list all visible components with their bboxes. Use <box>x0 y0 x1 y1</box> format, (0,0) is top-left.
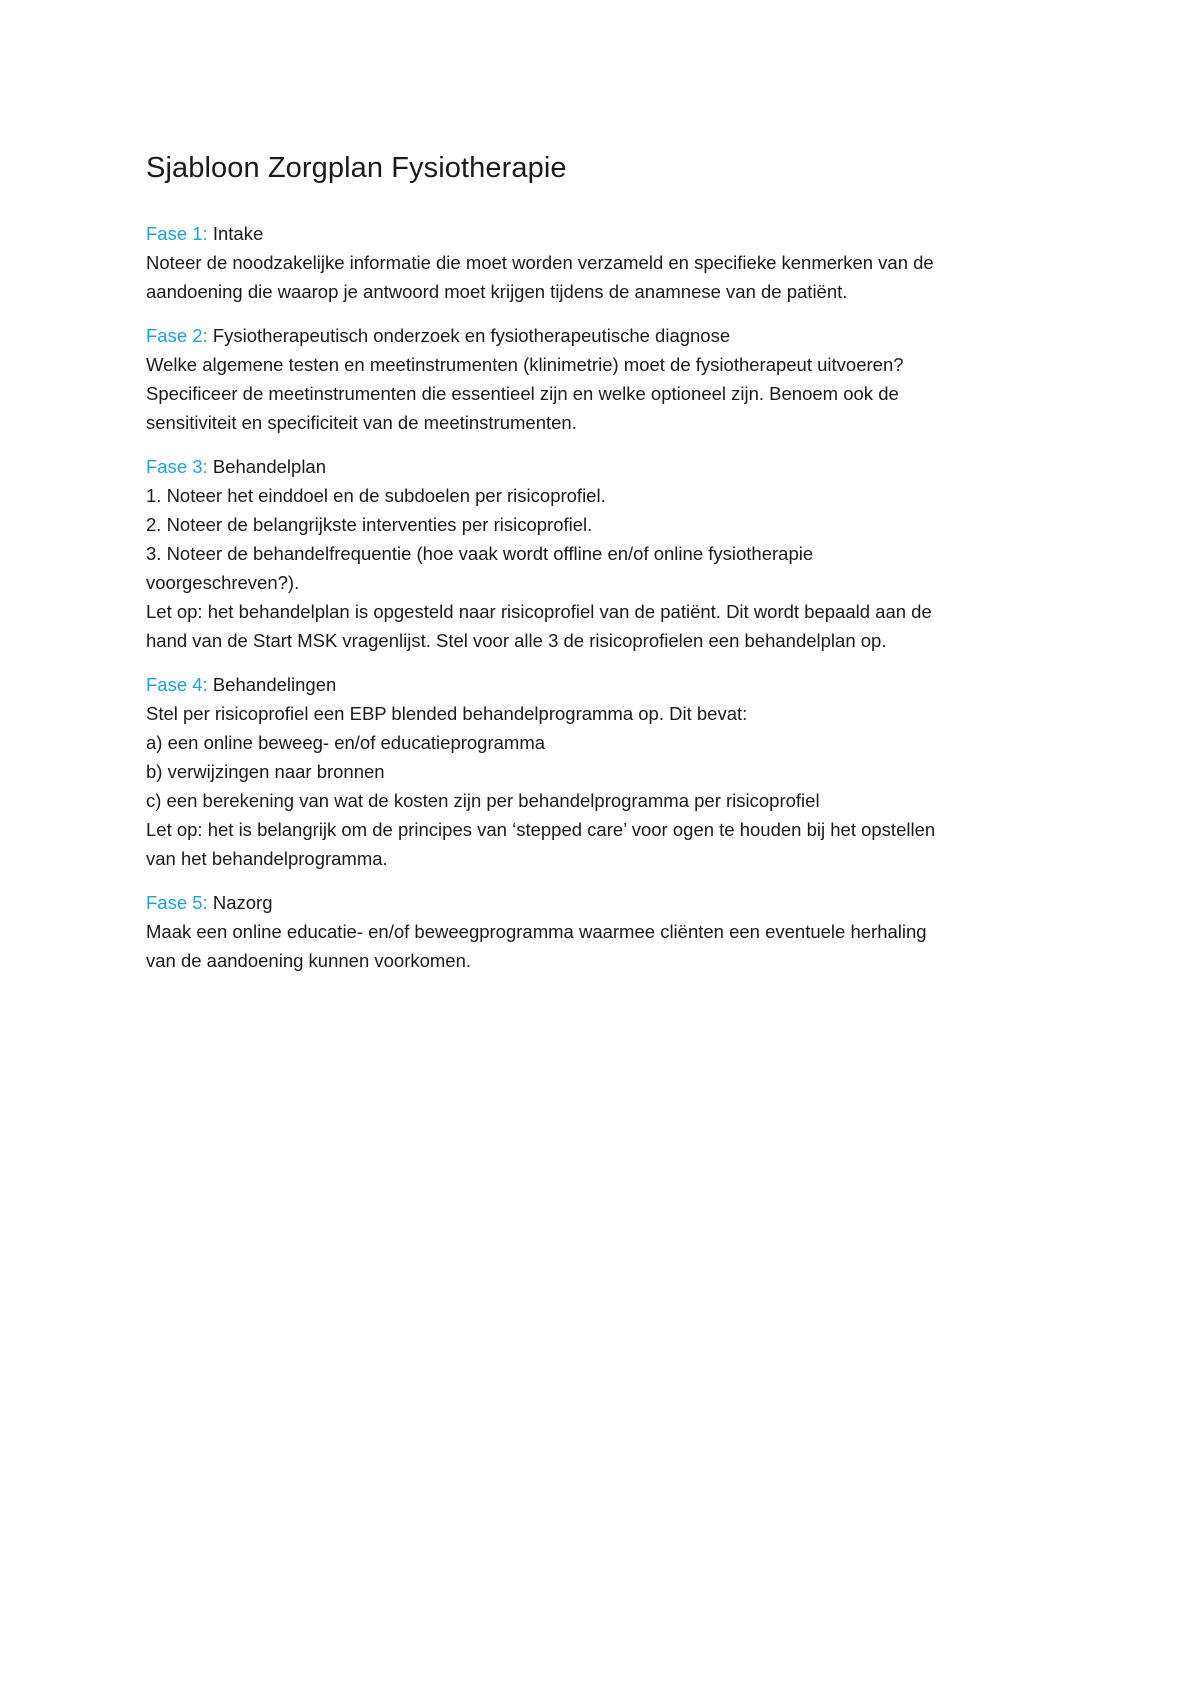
phase-label: Fase 5: <box>146 892 208 913</box>
body-line: voorgeschreven?). <box>146 572 300 593</box>
body-line: aandoening die waarop je antwoord moet krijgen tijdens de anamnese van de patiënt. <box>146 281 848 302</box>
body-line: sensitiviteit en specificiteit van de meetinstrumenten. <box>146 412 577 433</box>
phase-label: Fase 2: <box>146 325 208 346</box>
body-line: c) een berekening van wat de kosten zijn per behandelprogramma per risicoprofiel <box>146 790 820 811</box>
body-line: Maak een online educatie- en/of beweegprogramma waarmee cliënten een eventuele herhaling <box>146 921 927 942</box>
phase-label: Fase 3: <box>146 456 208 477</box>
body-line: 2. Noteer de belangrijkste interventies per risicoprofiel. <box>146 514 593 535</box>
body-line: Noteer de noodzakelijke informatie die moet worden verzameld en specifieke kenmerken van de <box>146 252 934 273</box>
phase-name: Behandelingen <box>207 674 337 695</box>
document-title: Sjabloon Zorgplan Fysiotherapie <box>146 152 567 184</box>
body-line: Stel per risicoprofiel een EBP blended behandelprogramma op. Dit bevat: <box>146 703 748 724</box>
body-line: van de aandoening kunnen voorkomen. <box>146 950 472 971</box>
body-line: Let op: het behandelplan is opgesteld naar risicoprofiel van de patiënt. Dit wordt bepaald aan de <box>146 601 932 622</box>
phase-section-2 <box>146 321 1046 437</box>
phase-section-1 <box>146 219 1046 306</box>
phase-heading <box>146 888 1046 917</box>
phase-heading <box>146 219 1046 248</box>
phase-name: Behandelplan <box>207 456 327 477</box>
body-line: a) een online beweeg- en/of educatieprogramma <box>146 732 546 753</box>
phase-heading <box>146 452 1046 481</box>
phase-section-4 <box>146 670 1046 873</box>
phase-name: Fysiotherapeutisch onderzoek en fysiotherapeutische diagnose <box>207 325 731 346</box>
phase-label: Fase 4: <box>146 674 208 695</box>
phase-name: Nazorg <box>207 892 273 913</box>
body-line: hand van de Start MSK vragenlijst. Stel voor alle 3 de risicoprofielen een behandelplan op. <box>146 630 887 651</box>
phase-name: Intake <box>207 223 264 244</box>
phase-heading <box>146 670 1046 699</box>
phase-section-3 <box>146 452 1046 655</box>
phase-section-5 <box>146 888 1046 975</box>
body-line: Welke algemene testen en meetinstrumenten (klinimetrie) moet de fysiotherapeut uitvoeren? <box>146 354 904 375</box>
phase-label: Fase 1: <box>146 223 208 244</box>
body-line: b) verwijzingen naar bronnen <box>146 761 385 782</box>
body-line: Let op: het is belangrijk om de principes van ‘stepped care’ voor ogen te houden bij het opstellen <box>146 819 936 840</box>
body-line: van het behandelprogramma. <box>146 848 388 869</box>
body-line: Specificeer de meetinstrumenten die essentieel zijn en welke optioneel zijn. Benoem ook de <box>146 383 899 404</box>
body-line: 1. Noteer het einddoel en de subdoelen per risicoprofiel. <box>146 485 606 506</box>
document-content <box>146 148 1046 990</box>
phase-heading <box>146 321 1046 350</box>
body-line: 3. Noteer de behandelfrequentie (hoe vaak wordt offline en/of online fysiotherapie <box>146 543 814 564</box>
